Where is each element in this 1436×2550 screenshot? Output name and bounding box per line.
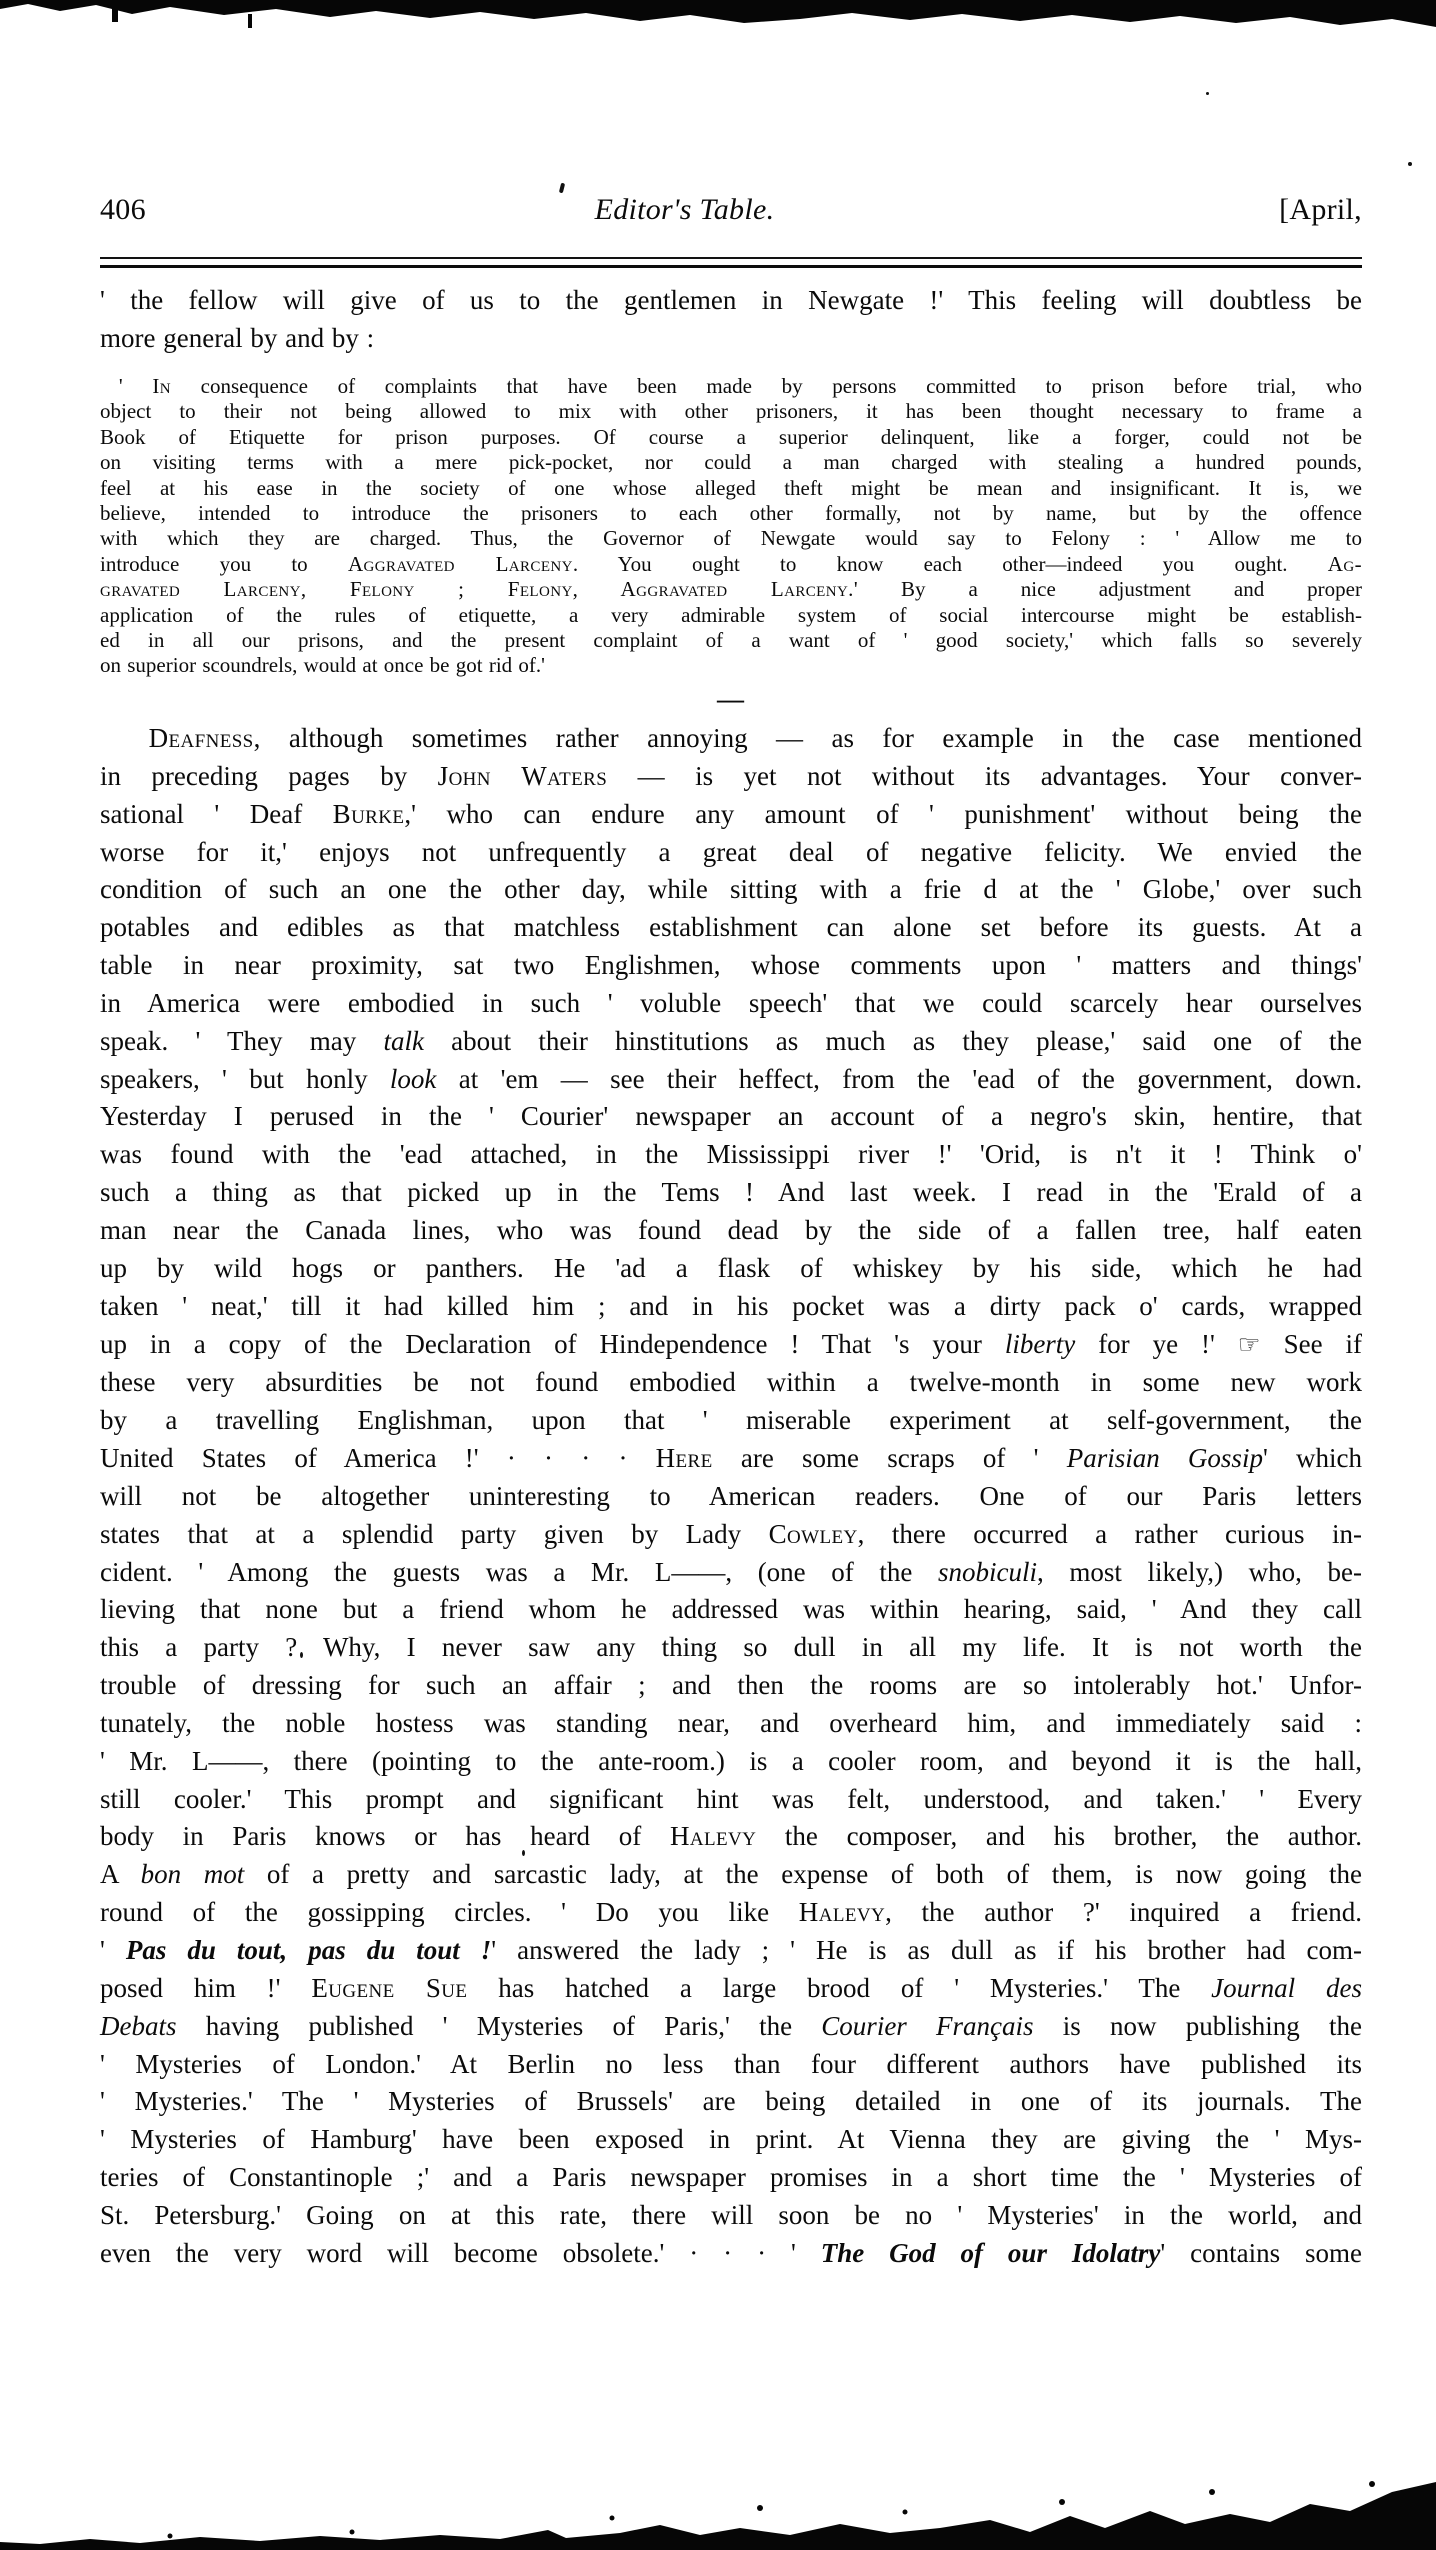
text-segment: ' <box>118 374 153 398</box>
text-segment: man near the Canada lines, who was found dead by the side of a fallen tree, half eaten <box>100 1214 1362 1245</box>
text-line <box>100 399 1362 424</box>
text-segment: round of the gossipping circles. ' Do you like <box>100 1897 799 1928</box>
text-line <box>100 425 1362 450</box>
text-segment: about their hinstitutions as much as they please,' said one of the <box>423 1025 1362 1056</box>
text-line <box>100 1818 1362 1856</box>
text-segment: ,' who can endure any amount of ' punishment' without being the <box>404 798 1363 829</box>
text-segment: Debats <box>100 2010 177 2041</box>
text-line <box>100 374 1362 399</box>
text-line <box>100 653 1362 678</box>
text-segment: Courier Français <box>821 2010 1034 2041</box>
text-segment: trouble of dressing for such an affair ; and then the rooms are so intolerably hot.' Unfor- <box>100 1670 1362 1701</box>
text-line <box>100 1591 1362 1629</box>
text-line <box>100 947 1362 985</box>
text-line <box>100 1554 1362 1592</box>
text-segment: ' answered the lady ; ' He is as dull as if his brother had com- <box>491 1935 1362 1965</box>
text-segment: potables and edibles as that matchless establishment can alone set before its guests. At a <box>100 912 1362 943</box>
text-line <box>100 1440 1362 1478</box>
text-segment: ' Mysteries.' The ' Mysteries of Brussels' are being detailed in one of its journals. The <box>100 2086 1362 2117</box>
text-segment: even the very word will become obsolete.' · · · ' <box>100 2237 821 2268</box>
section-separator-dash: — <box>717 684 745 714</box>
text-line <box>100 1326 1362 1365</box>
text-line <box>100 1061 1362 1099</box>
text-segment: tunately, the noble hostess was standing near, and overheard him, and immediately said : <box>100 1707 1362 1738</box>
text-segment: consequence of complaints that have been made by persons committed to prison before trial, who <box>171 374 1362 398</box>
text-segment: lieving that none but a friend whom he addressed was within hearing, said, ' And they call <box>100 1594 1362 1625</box>
text-segment: ' which <box>1262 1443 1363 1474</box>
text-line <box>100 834 1362 872</box>
text-segment: In <box>152 374 171 398</box>
text-line <box>100 1629 1362 1667</box>
text-segment: Here <box>655 1443 713 1474</box>
text-segment: worse for it,' enjoys not unfrequently a great deal of negative felicity. We envied the <box>100 836 1362 867</box>
text-line <box>100 1364 1362 1402</box>
text-segment: states that at a splendid party given by Lady <box>100 1518 769 1549</box>
text-segment: by a travelling Englishman, upon that ' miserable experiment at self-government, the <box>100 1405 1362 1436</box>
text-line <box>100 526 1362 551</box>
text-line <box>100 1894 1362 1932</box>
text-segment: at 'em — see their heffect, from the 'ead of the government, down. <box>436 1063 1362 1094</box>
main-paragraph <box>100 720 1362 2273</box>
text-line <box>100 985 1362 1023</box>
text-line <box>100 476 1362 501</box>
text-line <box>100 758 1362 796</box>
text-line <box>100 450 1362 475</box>
text-segment: A <box>100 1859 141 1890</box>
text-line <box>100 796 1362 834</box>
text-segment: bon mot <box>140 1859 245 1890</box>
text-segment: ' Mr. L——, there (pointing to the ante-room.) is a cooler room, and beyond it is the hall, <box>100 1745 1362 1776</box>
text-segment: cident. ' Among the guests was a Mr. L——, (one of the <box>100 1556 939 1587</box>
text-line <box>100 2197 1362 2235</box>
text-segment: on superior scoundrels, would at once be got rid of.' <box>100 653 545 678</box>
text-segment: posed him !' <box>100 1972 312 2003</box>
quote-paragraph <box>100 374 1362 679</box>
text-line <box>100 2121 1362 2159</box>
text-segment: — is yet not without its advantages. Your conver- <box>607 760 1363 791</box>
text-segment: sational ' Deaf <box>100 798 333 829</box>
text-segment: for ye !' <box>1075 1328 1238 1359</box>
text-segment: on visiting terms with a mere pick-pocket, nor could a man charged with stealing a hundred pounds, <box>100 450 1362 475</box>
header-rule <box>100 257 1362 268</box>
text-line <box>100 628 1362 653</box>
scan-artifact-top-edge <box>0 0 1436 34</box>
text-segment: St. Petersburg.' Going on at this rate, there will soon be no ' Mysteries' in the world, and <box>100 2199 1362 2230</box>
text-segment: in America were embodied in such ' voluble speech' that we could scarcely hear ourselves <box>100 987 1362 1018</box>
text-segment: having published ' Mysteries of Paris,' the <box>176 2010 822 2041</box>
text-segment: look <box>389 1063 437 1094</box>
text-segment: Journal des <box>1211 1972 1362 2003</box>
text-segment: Deafness <box>148 723 254 753</box>
text-line <box>100 2235 1362 2273</box>
page-header <box>100 193 1362 227</box>
text-segment: of a pretty and sarcastic lady, at the expense of both of them, is now going the <box>244 1859 1362 1890</box>
text-segment: , the author ?' inquired a friend. <box>885 1897 1362 1928</box>
text-segment: speakers, ' but honly <box>100 1063 390 1094</box>
text-segment: application of the rules of etiquette, a very admirable system of social intercourse might be establish- <box>100 602 1362 627</box>
text-segment: such a thing as that picked up in the Tems ! And last week. I read in the 'Erald of a <box>100 1177 1362 1208</box>
text-line <box>100 552 1362 577</box>
issue-date: [April, <box>1279 193 1362 226</box>
text-segment: United States of America !' · · · · <box>100 1443 656 1474</box>
scan-speck <box>1408 162 1412 166</box>
text-line <box>100 501 1362 526</box>
text-segment: in preceding pages by <box>100 760 438 791</box>
text-segment: feel at his ease in the society of one whose alleged theft might be mean and insignificant. It is, we <box>100 475 1362 500</box>
text-line <box>100 909 1362 947</box>
text-line <box>100 2159 1362 2197</box>
text-segment: body in Paris knows or has heard of <box>100 1821 670 1852</box>
text-segment: ' Mysteries of London.' At Berlin no less than four different authors have published its <box>100 2048 1362 2079</box>
text-segment: was found with the 'ead attached, in the Mississippi river !' 'Orid, is n't it ! Think o' <box>100 1139 1362 1170</box>
text-line <box>100 319 1362 357</box>
text-segment: ' <box>100 1935 126 1965</box>
text-line <box>100 2083 1362 2121</box>
text-segment: , most likely,) who, be- <box>1037 1556 1362 1587</box>
text-segment: ' Mysteries of Hamburg' have been exposed in print. At Vienna they are giving the ' Mys- <box>100 2124 1362 2155</box>
text-line <box>100 1667 1362 1705</box>
text-line <box>100 603 1362 628</box>
text-segment: are some scraps of ' <box>712 1443 1067 1474</box>
text-line <box>100 1136 1362 1174</box>
text-line <box>100 281 1362 319</box>
text-line <box>100 1023 1362 1061</box>
text-segment: See if <box>1260 1328 1362 1359</box>
text-segment: Cowley <box>768 1518 858 1549</box>
text-line <box>100 1516 1362 1554</box>
text-segment: Yesterday I perused in the ' Courier' newspaper an account of a negro's skin, hentire, that <box>100 1101 1362 1132</box>
text-segment: this a party ? Why, I never saw any thing so dull in all my life. It is not worth the <box>100 1632 1362 1663</box>
text-line <box>100 1705 1362 1743</box>
text-segment: has hatched a large brood of ' Mysteries.' The <box>467 1972 1212 2003</box>
text-segment: , there occurred a rather curious in- <box>857 1518 1363 1549</box>
text-line <box>100 1212 1362 1250</box>
text-segment: teries of Constantinople ;' and a Paris newspaper promises in a short time the ' Mysteries of <box>100 2162 1362 2193</box>
text-segment: Pas du tout, pas du tout ! <box>125 1935 492 1965</box>
text-segment: object to their not being allowed to mix with other prisoners, it has been thought necessary to frame a <box>100 399 1362 424</box>
text-segment: the composer, and his brother, the author. <box>756 1821 1362 1852</box>
text-segment: Eugene Sue <box>311 1972 468 2003</box>
text-segment: Aggravated Larceny <box>347 551 573 576</box>
text-segment: more general by and by : <box>100 323 375 353</box>
scan-speck <box>1206 92 1209 95</box>
text-segment: up by wild hogs or panthers. He 'ad a flask of whiskey by his side, which he had <box>100 1252 1362 1283</box>
text-segment: liberty <box>1004 1328 1076 1359</box>
text-segment: Burke <box>332 798 405 829</box>
page-number: 406 <box>100 193 146 226</box>
text-segment: Ag- <box>1327 551 1362 576</box>
text-line <box>100 1970 1362 2008</box>
text-line <box>100 1478 1362 1516</box>
text-line <box>100 2008 1362 2046</box>
text-segment: snobiculi <box>938 1556 1038 1587</box>
text-line <box>100 1856 1362 1894</box>
text-segment: talk <box>383 1025 424 1056</box>
text-segment: introduce you to <box>100 551 348 576</box>
text-segment: Halevy <box>798 1897 886 1928</box>
text-line <box>100 871 1362 909</box>
scan-artifact-bottom-edge <box>0 2478 1436 2550</box>
text-segment: The God of our Idolatry <box>820 2237 1161 2268</box>
text-line <box>100 1781 1362 1819</box>
scan-speck <box>559 183 565 194</box>
text-segment: still cooler.' This prompt and significant hint was felt, understood, and taken.' ' Every <box>100 1783 1362 1814</box>
text-segment: is now publishing the <box>1033 2010 1362 2041</box>
text-segment: with which they are charged. Thus, the Governor of Newgate would say to Felony : ' Allow me to <box>100 526 1362 551</box>
text-line <box>100 577 1362 602</box>
text-line <box>100 2046 1362 2084</box>
text-segment: ' contains some <box>1160 2237 1362 2268</box>
text-segment: , although sometimes rather annoying — as for example in the case mentioned <box>253 723 1362 753</box>
text-segment: ' the fellow will give of us to the gentlemen in Newgate !' This feeling will doubtless be <box>100 285 1362 315</box>
page-title: Editor's Table. <box>594 193 775 226</box>
text-line <box>100 720 1362 758</box>
text-line <box>100 1250 1362 1288</box>
text-segment: these very absurdities be not found embodied within a twelve-month in some new work <box>100 1367 1362 1398</box>
text-segment: . You ought to know each other—indeed you ought. <box>572 551 1328 576</box>
text-segment: taken ' neat,' till it had killed him ; and in his pocket was a dirty pack o' cards, wrapped <box>100 1290 1362 1321</box>
manicule-icon: ☞ <box>1237 1329 1261 1360</box>
text-segment: ed in all our prisons, and the present complaint of a want of ' good society,' which falls so severely <box>100 628 1362 653</box>
text-segment: table in near proximity, sat two Englishmen, whose comments upon ' matters and things' <box>100 950 1362 981</box>
text-segment: gravated Larceny, Felony ; Felony, Aggravated Larceny.' <box>100 577 859 602</box>
text-segment: speak. ' They may <box>100 1025 384 1056</box>
text-line <box>100 1174 1362 1212</box>
text-segment: condition of such an one the other day, while sitting with a frie d at the ' Globe,' over such <box>100 874 1362 905</box>
text-line <box>100 1098 1362 1136</box>
text-segment: believe, intended to introduce the prisoners to each other formally, not by name, but by the offence <box>100 501 1362 526</box>
text-line <box>100 1288 1362 1326</box>
intro-paragraph <box>100 281 1362 357</box>
text-line <box>100 1743 1362 1781</box>
text-segment: up in a copy of the Declaration of Hindependence ! That 's your <box>100 1328 1005 1359</box>
text-segment: Halevy <box>669 1821 757 1852</box>
text-segment: John Waters <box>437 760 608 791</box>
text-segment: Parisian Gossip <box>1066 1443 1263 1474</box>
text-line <box>100 1932 1362 1970</box>
text-line <box>100 1402 1362 1440</box>
text-segment: Book of Etiquette for prison purposes. Of course a superior delinquent, like a forger, could not be <box>100 424 1362 449</box>
text-segment: By a nice adjustment and proper <box>858 577 1362 602</box>
text-segment: will not be altogether uninteresting to American readers. One of our Paris letters <box>100 1480 1362 1511</box>
